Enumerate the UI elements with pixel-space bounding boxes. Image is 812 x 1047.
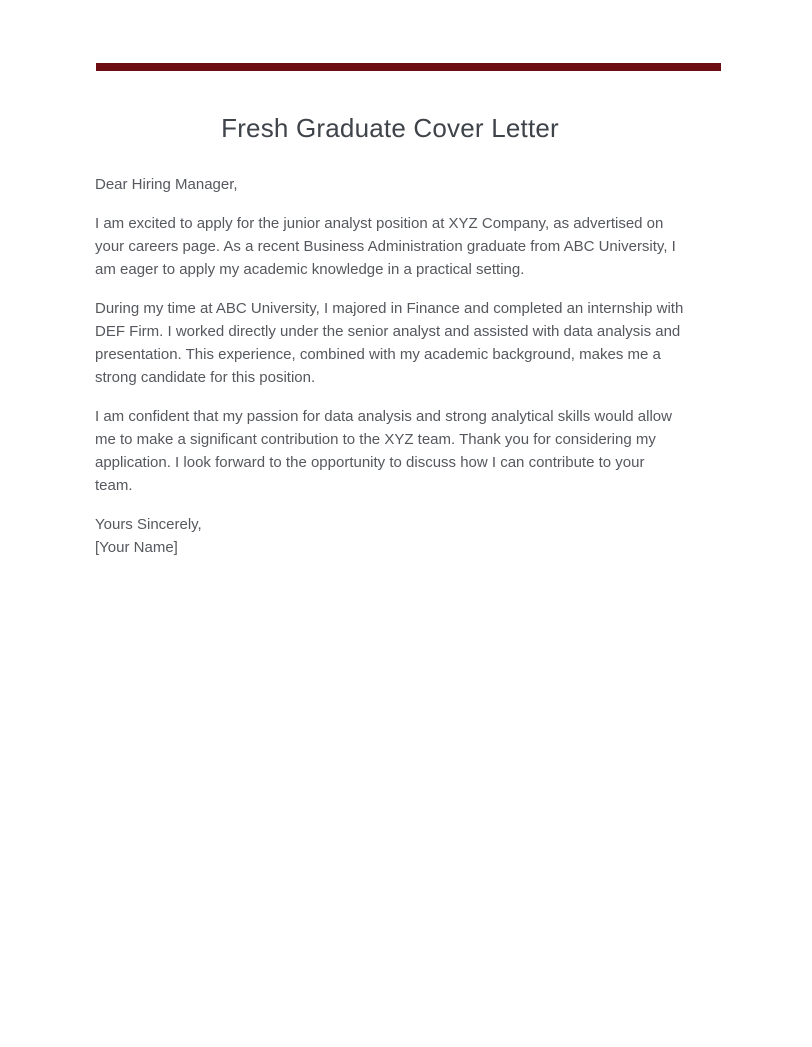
paragraph-intro: I am excited to apply for the junior analyst position at XYZ Company, as advertised on your careers page. As a recent Business Administration graduate from ABC University, I am eager to apply my academic knowledge in a practical setting. <box>95 215 676 278</box>
signature-block <box>95 513 685 559</box>
page-title: Fresh Graduate Cover Letter <box>221 113 559 143</box>
salutation: Dear Hiring Manager, <box>95 176 238 193</box>
closing-line: Yours Sincerely, <box>95 516 202 533</box>
signature-name: [Your Name] <box>95 539 178 556</box>
letter-content <box>95 110 685 559</box>
paragraph-experience: During my time at ABC University, I majored in Finance and completed an internship with DEF Firm. I worked directly under the senior analyst and assisted with data analysis and presentation. This experience, combined with my academic background, makes me a strong candidate for this position. <box>95 300 684 386</box>
paragraph-closing-pitch: I am confident that my passion for data analysis and strong analytical skills would allow me to make a significant contribution to the XYZ team. Thank you for considering my application. I look forward to the opportunity to discuss how I can contribute to your team. <box>95 408 672 494</box>
accent-bar <box>96 63 721 71</box>
